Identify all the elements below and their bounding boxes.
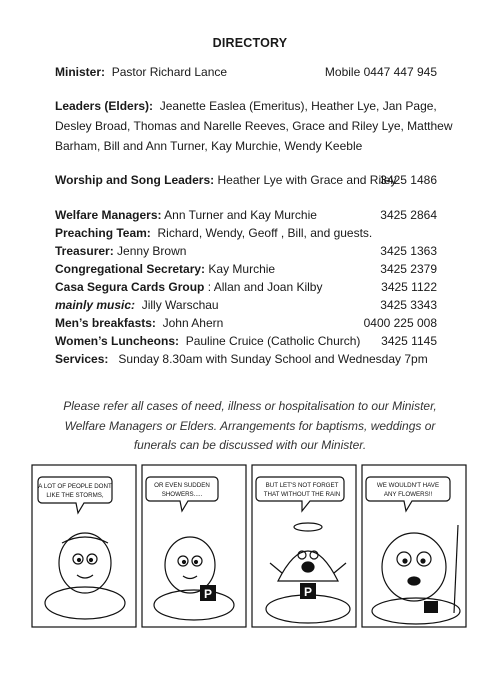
notice-line: Welfare Managers or Elders. Arrangements for baptisms, weddings or xyxy=(64,418,436,433)
casa-names: : Allan and Joan Kilby xyxy=(207,280,323,294)
mens-label: Men’s breakfasts: xyxy=(55,316,156,330)
mens-name: John Ahern xyxy=(162,316,224,330)
worship-label: Worship and Song Leaders: xyxy=(55,173,215,187)
cloud-character xyxy=(45,533,125,619)
comic-panel-1 xyxy=(32,465,136,627)
welfare-label: Welfare Managers: xyxy=(55,208,162,222)
worship-phone: 3425 1486 xyxy=(380,173,437,187)
speech-text: WE WOULDN'T HAVE xyxy=(376,482,440,489)
welfare-names: Ann Turner and Kay Murchie xyxy=(164,208,317,222)
womens-name: Pauline Cruice (Catholic Church) xyxy=(185,334,361,348)
secretary-row xyxy=(55,262,275,276)
cloud-character xyxy=(372,525,460,624)
preaching-row xyxy=(55,226,372,240)
cloud-character xyxy=(266,523,350,623)
minister-name: Pastor Richard Lance xyxy=(111,65,228,79)
speech-text: BUT LET'S NOT FORGET xyxy=(265,482,339,489)
preaching-label: Preaching Team: xyxy=(55,226,151,240)
music-name: Jilly Warschau xyxy=(141,298,219,312)
music-row xyxy=(55,298,219,312)
leaders-block xyxy=(55,97,455,156)
womens-row xyxy=(55,334,360,348)
mens-phone: 0400 225 008 xyxy=(363,316,437,330)
services-times: Sunday 8.30am with Sunday School and Wednesday 7pm xyxy=(118,352,428,366)
mens-row xyxy=(55,316,223,330)
worship-row xyxy=(55,173,396,187)
cloud-character xyxy=(154,537,234,620)
cloud-badge-letter: P xyxy=(203,587,213,601)
minister-row xyxy=(55,65,227,79)
treasurer-name: Jenny Brown xyxy=(117,244,187,258)
comic-panel-4 xyxy=(362,465,466,627)
casa-phone: 3425 1122 xyxy=(381,280,437,294)
casa-row xyxy=(55,280,322,294)
womens-phone: 3425 1145 xyxy=(381,334,437,348)
welfare-phone: 3425 2864 xyxy=(380,208,437,222)
notice-line: funerals can be discussed with our Minister. xyxy=(133,438,367,452)
minister-label: Minister: xyxy=(55,65,106,79)
preaching-names: Richard, Wendy, Geoff , Bill, and guests. xyxy=(157,226,373,240)
cloud-badge-letter: P xyxy=(303,585,313,599)
notice-line: Please refer all cases of need, illness or hospitalisation to our Minister, xyxy=(63,399,437,413)
leaders-list: Jeanette Easlea (Emeritus), Heather Lye, Jan Page, Desley Broad, Thomas and Narelle Reeves, Grace and Riley Lye, Matthew Barham, Bill and Ann Turner, Kay Murchie, Wendy Keeble xyxy=(55,99,453,153)
comic-strip xyxy=(30,463,470,631)
services-row xyxy=(55,352,428,366)
minister-phone: Mobile 0447 447 945 xyxy=(324,65,437,79)
speech-text: ANY FLOWERS!! xyxy=(383,491,433,498)
treasurer-row xyxy=(55,244,186,258)
treasurer-label: Treasurer: xyxy=(55,244,114,258)
speech-text: OR EVEN SUDDEN xyxy=(154,482,210,489)
music-phone: 3425 3343 xyxy=(380,298,437,312)
comic-panel-3 xyxy=(252,465,356,627)
speech-text: THAT WITHOUT THE RAIN xyxy=(263,491,341,498)
welfare-row xyxy=(55,208,317,222)
speech-text: SHOWERS..... xyxy=(161,491,203,498)
pastoral-notice xyxy=(0,397,500,456)
page-title: DIRECTORY xyxy=(212,36,288,50)
speech-text: LIKE THE STORMS, xyxy=(46,492,104,499)
secretary-name: Kay Murchie xyxy=(208,262,276,276)
treasurer-phone: 3425 1363 xyxy=(380,244,437,258)
leaders-label: Leaders (Elders): xyxy=(55,99,154,113)
casa-label: Casa Segura Cards Group xyxy=(55,280,205,294)
womens-label: Women’s Luncheons: xyxy=(55,334,180,348)
halo-icon xyxy=(294,523,322,531)
comic-panel-2 xyxy=(142,465,246,627)
music-label: mainly music: xyxy=(55,298,136,312)
speech-text: A LOT OF PEOPLE DONT xyxy=(38,483,112,490)
secretary-label: Congregational Secretary: xyxy=(55,262,206,276)
secretary-phone: 3425 2379 xyxy=(380,262,437,276)
worship-names: Heather Lye with Grace and Riley xyxy=(217,173,397,187)
services-label: Services: xyxy=(55,352,109,366)
